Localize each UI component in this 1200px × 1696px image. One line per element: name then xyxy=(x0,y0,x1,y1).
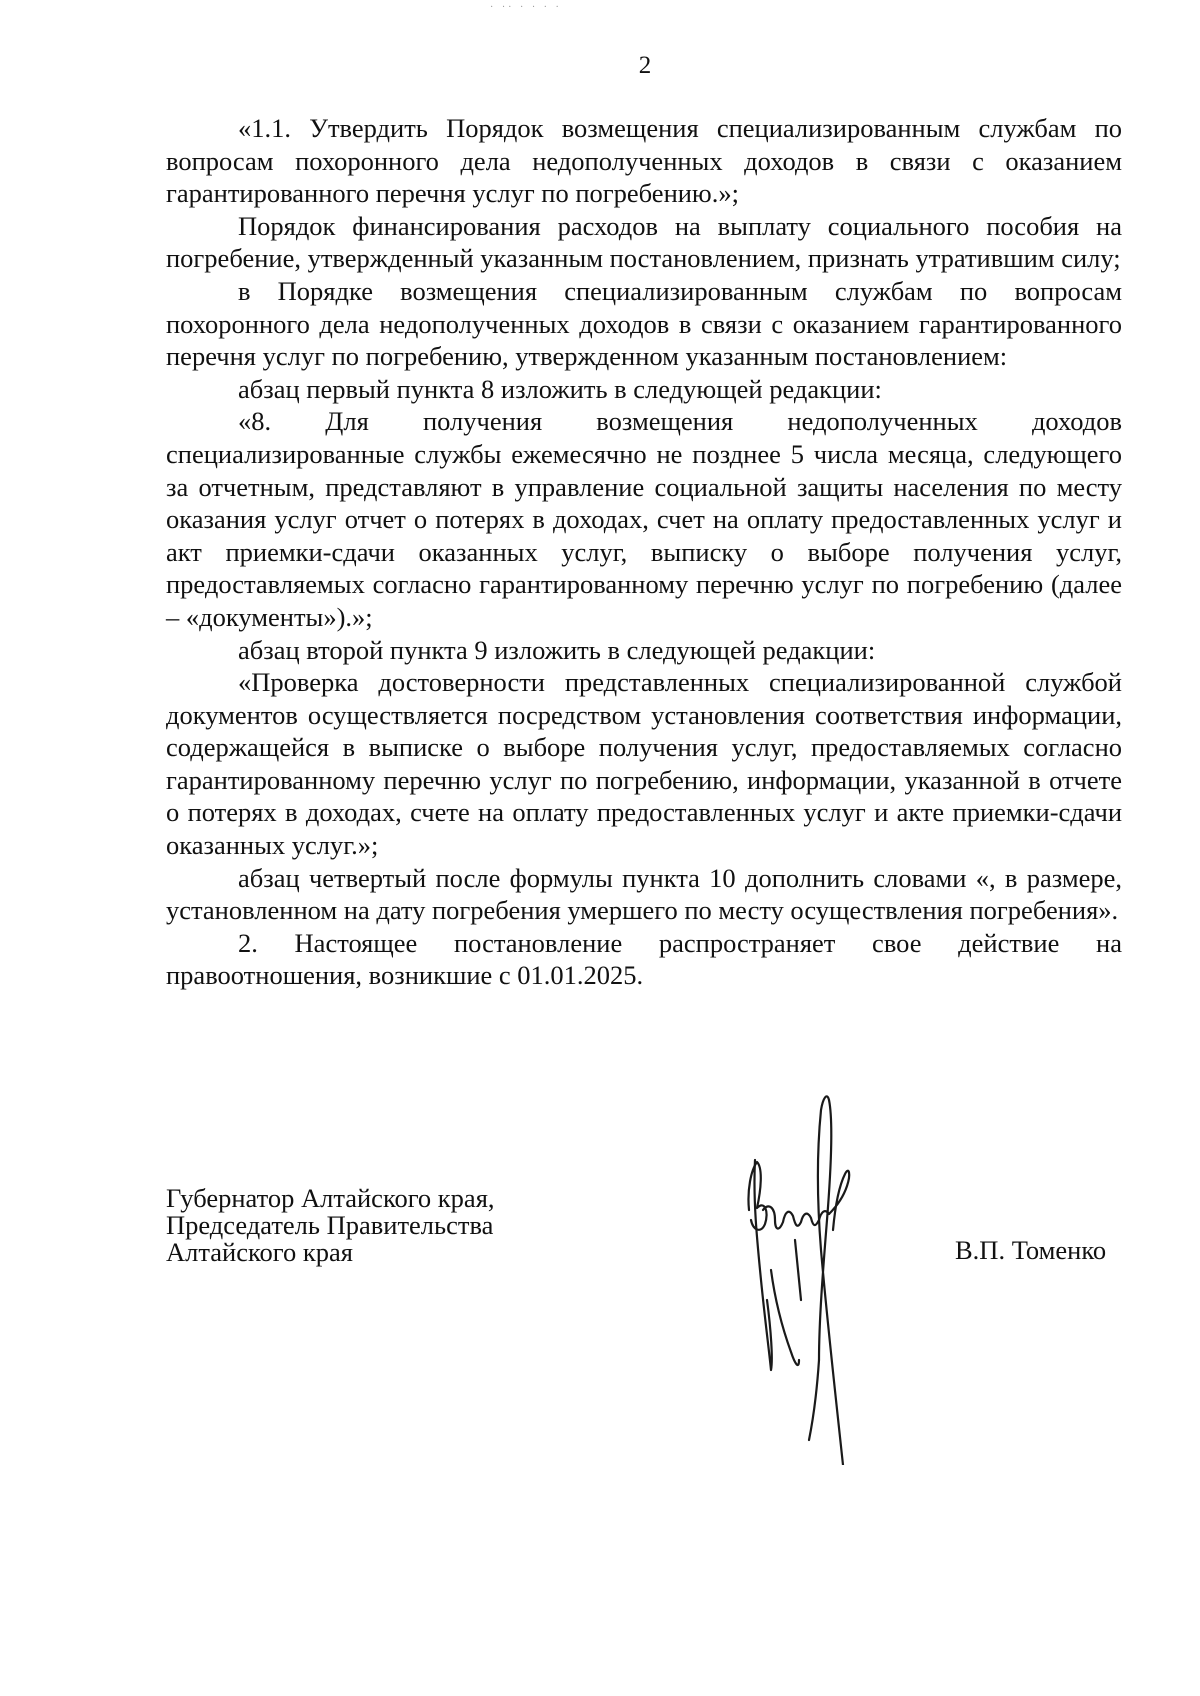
signatory-name: В.П. Томенко xyxy=(955,1235,1107,1265)
signatory-title xyxy=(166,1185,495,1266)
signatory-title-line-1: Губернатор Алтайского края, xyxy=(166,1183,495,1213)
handwritten-signature xyxy=(735,1090,895,1465)
page-number: 2 xyxy=(638,52,652,79)
paragraph-clause-10: абзац четвертый после формулы пункта 10 дополнить словами «, в размере, установленном на дату погребения умершего по месту осуществления погребения». xyxy=(166,862,1122,926)
paragraph-clause-8-text: «8. Для получения возмещения недополученных доходов специализированные службы ежемесячно не позднее 5 числа месяца, следующего за отчетным, представляют в управление социальной защиты населения по месту оказания услуг отчет о потерях в доходах, счет на оплату предоставленных услуг и акт приемки-сдачи оказанных услуг, выписку о выборе получения услуг, предоставляемых согласно гарантированному перечню услуг по погребению (далее – «документы»).»; xyxy=(166,406,1122,632)
paragraph-clause-9-intro: абзац второй пункта 9 изложить в следующей редакции: xyxy=(238,634,876,665)
paragraph-effective-date: 2. Настоящее постановление распространяет свое действие на правоотношения, возникшие с 01.01.2025. xyxy=(166,927,1122,991)
paragraph-compensation-order: в Порядке возмещения специализированным службам по вопросам похоронного дела недополученных доходов в связи с оказанием гарантированного перечня услуг по погребению, утвержденном указанным постановлением: xyxy=(166,275,1122,372)
scan-artifacts: · ·· · · · · xyxy=(490,2,562,13)
paragraph-1-1: «1.1. Утвердить Порядок возмещения специализированным службам по вопросам похоронного дела недополученных доходов в связи с оказанием гарантированного перечня услуг по погребению.»; xyxy=(166,113,1122,209)
signatory-title-line-2: Председатель Правительства xyxy=(166,1210,494,1240)
document-body xyxy=(166,112,1122,992)
paragraph-clause-8-intro: абзац первый пункта 8 изложить в следующей редакции: xyxy=(238,373,882,404)
signatory-title-line-3: Алтайского края xyxy=(166,1237,353,1267)
paragraph-funding-order: Порядок финансирования расходов на выплату социального пособия на погребение, утвержденный указанным постановлением, признать утратившим силу; xyxy=(166,210,1122,274)
paragraph-clause-9-text: «Проверка достоверности представленных специализированной службой документов осуществляется посредством установления соответствия информации, содержащейся в выписке о выборе получения услуг, предоставляемых согласно гарантированному перечню услуг по погребению, информации, указанной в отчете о потерях в доходах, счете на оплату предоставленных услуг и акте приемки-сдачи оказанных услуг.»; xyxy=(166,667,1122,861)
